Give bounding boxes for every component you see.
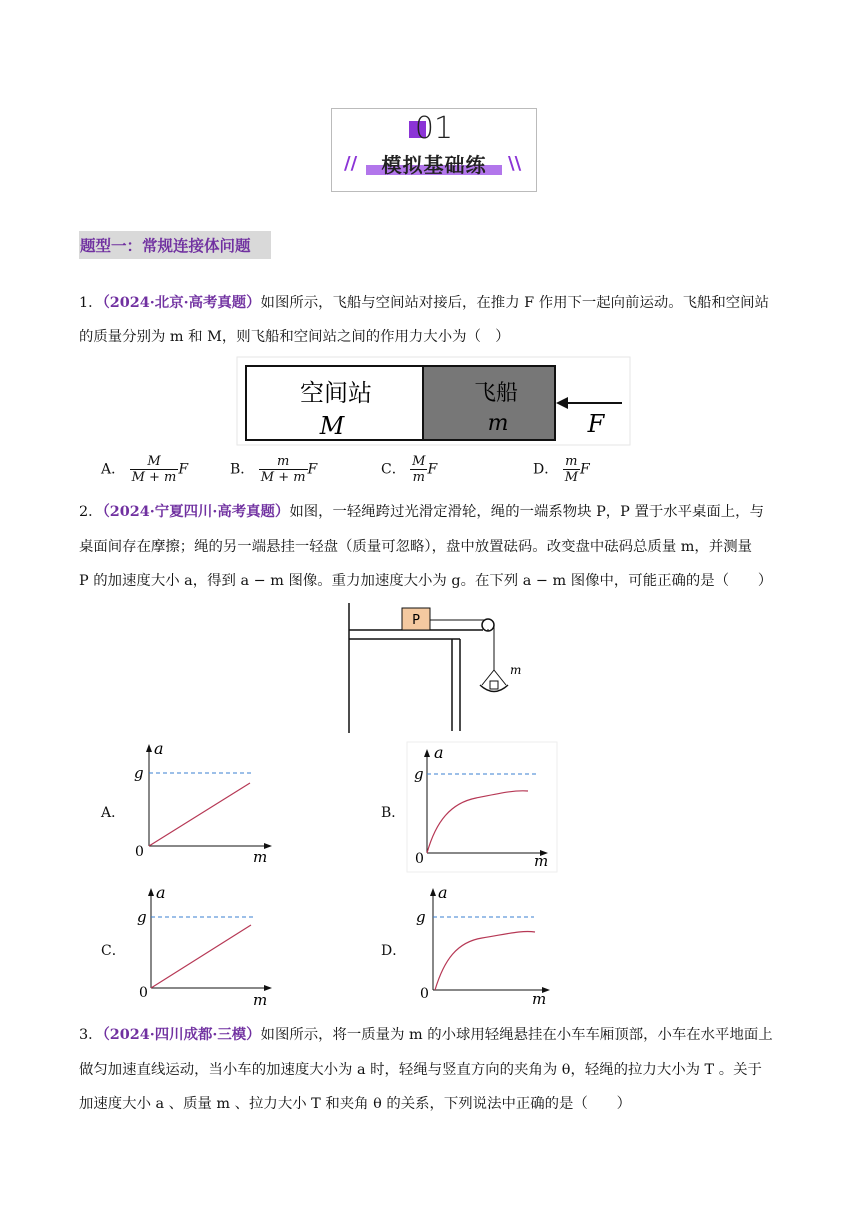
fraction [130, 454, 179, 485]
station-label: 空间站 [300, 379, 372, 407]
y-label: a [434, 743, 444, 762]
option-label: D． [533, 461, 559, 478]
block-p-label: P [412, 613, 420, 628]
fraction [410, 454, 427, 485]
q2-option-d-label[interactable]: D． [381, 943, 407, 959]
q2-graph-d [412, 882, 562, 1007]
q1-number: 1． [79, 295, 103, 311]
weight [490, 681, 498, 689]
q1-source: （2024·北京·高考真题） [102, 294, 261, 311]
q2-line1 [79, 502, 764, 522]
q3-line3: 加速度大小 a 、质量 m 、拉力大小 T 和夹角 θ 的关系，下列说法中正确的是（ ） [79, 1096, 631, 1112]
y-label: a [438, 883, 448, 902]
q1-option-d[interactable] [533, 454, 590, 485]
g-label: g [137, 908, 147, 926]
option-tail: F [178, 461, 189, 478]
option-label: C． [381, 461, 406, 478]
q3-line1 [79, 1025, 773, 1045]
curve [149, 783, 250, 846]
station-mass: M [319, 412, 345, 440]
q3-source: （2024·四川成都·三模） [102, 1026, 261, 1043]
q3-text-1: 如图所示，将一质量为 m 的小球用轻绳悬挂在小车车厢顶部，小车在水平地面上 [260, 1027, 773, 1043]
numerator: m [259, 454, 308, 470]
curve [435, 931, 535, 990]
g-label: g [416, 908, 426, 926]
origin-label: 0 [420, 986, 429, 1002]
curve [151, 925, 251, 988]
q1-figure [236, 356, 632, 446]
y-label: a [154, 739, 164, 758]
badge-number: 01 [414, 111, 454, 146]
q2-number: 2． [79, 504, 103, 520]
q1-line2: 的质量分别为 m 和 M，则飞船和空间站之间的作用力大小为（ ） [79, 329, 510, 345]
q2-graph-b [406, 741, 558, 873]
q2-option-a-label[interactable]: A． [101, 805, 126, 821]
option-label: A． [101, 461, 126, 478]
g-label: g [414, 765, 424, 783]
q1-option-a[interactable] [101, 454, 188, 485]
q2-graph-c [134, 882, 284, 1007]
q1-option-b[interactable] [230, 454, 317, 485]
q2-source: （2024·宁夏四川·高考真题） [102, 503, 290, 520]
badge-slash-right: \\ [508, 153, 522, 174]
ship-mass: m [487, 411, 509, 436]
ship-label: 飞船 [473, 381, 519, 406]
section-heading-text: 题型一：常规连接体问题 [80, 237, 251, 255]
mass-label: m [510, 663, 522, 677]
origin-label: 0 [415, 851, 424, 867]
q2-line2: 桌面间存在摩擦；绳的另一端悬挂一轻盘（质量可忽略），盘中放置砝码。改变盘中砝码总质量 m，并测量 [79, 539, 752, 555]
q1-option-c[interactable] [381, 454, 437, 485]
denominator: M [564, 470, 578, 485]
q2-option-b-label[interactable]: B． [381, 805, 406, 821]
q3-number: 3． [79, 1027, 103, 1043]
fraction [563, 454, 580, 485]
badge-title: 模拟基础练 [381, 153, 487, 177]
force-arrowhead [556, 397, 568, 409]
denominator: M + m [131, 470, 177, 485]
option-label: B． [230, 461, 255, 478]
numerator: M [412, 454, 426, 469]
q2-line3: P 的加速度大小 a，得到 a − m 图像。重力加速度大小为 g。在下列 a − m 图像中，可能正确的是（ ） [79, 573, 773, 589]
q2-text-1: 如图，一轻绳跨过光滑定滑轮，绳的一端系物块 P，P 置于水平桌面上，与 [289, 504, 764, 520]
g-label: g [134, 764, 144, 782]
force-label: F [587, 410, 605, 438]
y-label: a [156, 883, 166, 902]
x-label: m [253, 991, 268, 1009]
denominator: M + m [260, 470, 306, 485]
q1-line1 [79, 293, 769, 313]
section-badge [331, 108, 537, 192]
badge-slash-left: // [344, 153, 358, 174]
origin-label: 0 [139, 985, 148, 1001]
numerator: m [563, 454, 580, 470]
q2-option-c-label[interactable]: C． [101, 943, 126, 959]
x-label: m [534, 852, 549, 870]
x-label: m [253, 848, 268, 866]
q2-graph-a [132, 738, 282, 868]
q2-figure [348, 603, 522, 733]
option-tail: F [307, 461, 318, 478]
q3-line2: 做匀加速直线运动，当小车的加速度大小为 a 时，轻绳与竖直方向的夹角为 θ，轻绳的拉力大小为 T 。关于 [79, 1062, 762, 1078]
fraction [259, 454, 308, 485]
option-tail: F [427, 461, 438, 478]
option-tail: F [580, 461, 590, 478]
q1-text-1: 如图所示，飞船与空间站对接后，在推力 F 作用下一起向前运动。飞船和空间站 [260, 295, 769, 311]
curve [427, 791, 528, 853]
numerator: M [130, 454, 179, 470]
x-label: m [532, 990, 547, 1008]
origin-label: 0 [135, 844, 144, 860]
section-heading [79, 231, 271, 259]
denominator: m [412, 470, 425, 485]
